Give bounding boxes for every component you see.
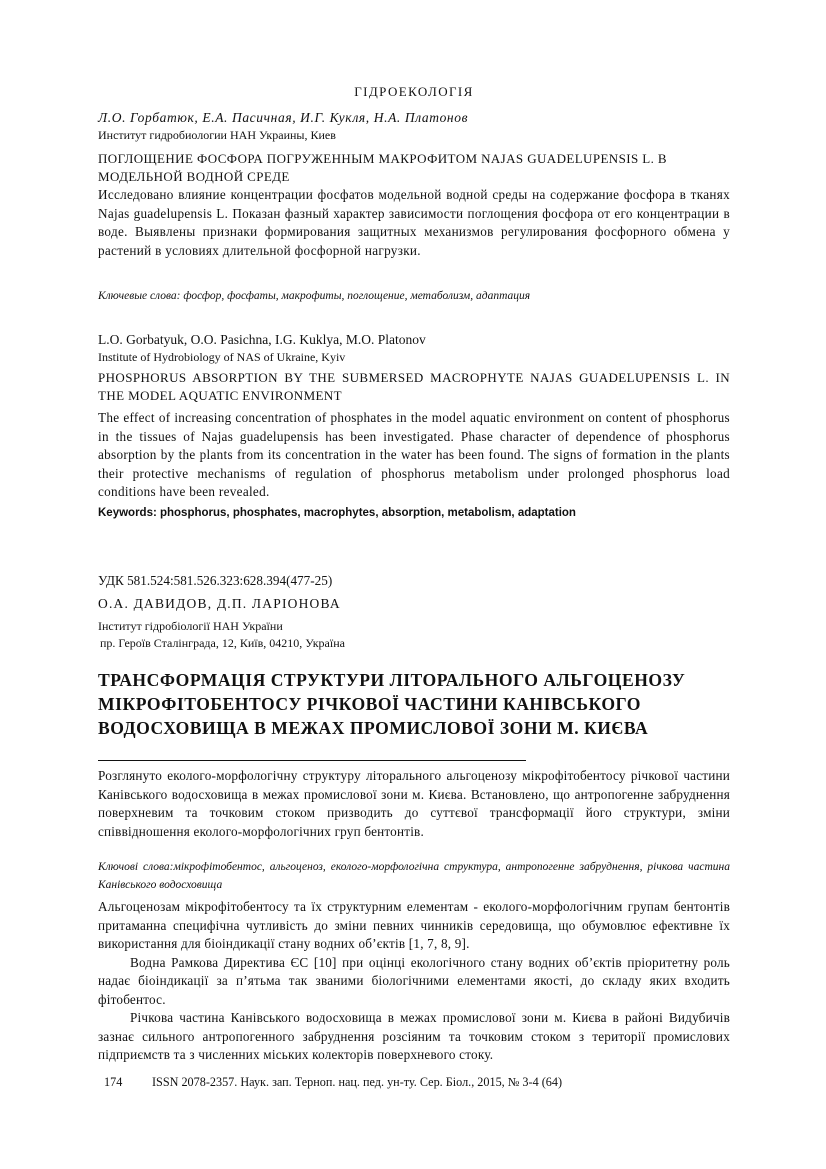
ru-institution: Институт гидробиологии НАН Украины, Киев: [98, 128, 336, 142]
ru-abstract: Исследовано влияние концентрации фосфатов модельной водной среды на содержание фосфора в тканях Najas guadelupensis L. Показан фазный характер зависимости поглощения фосфора от его концентрации в воде. Выявлены признаки формирования защитных механизмов регулирования фосфорного обмена у растений в условиях длительной фосфорной нагрузки.: [98, 187, 730, 258]
uk-institution: Інститут гідробіології НАН України: [98, 619, 283, 633]
en-keywords: Keywords: phosphorus, phosphates, macrophytes, absorption, metabolism, adaptation: [98, 507, 576, 519]
body-paragraph: Альгоценозам мікрофітобентосу та їх структурним елементам - еколого-морфологічним групам бентонтів притаманна специфічна чутливість до зміни певних чинників середовища, що обумовлює ефективне їх використання для біоіндикації стану водних об’єктів [1, 7, 8, 9].: [98, 899, 730, 951]
article-body: [98, 898, 730, 1065]
uk-address: пр. Героїв Сталінграда, 12, Київ, 04210, Україна: [100, 636, 345, 650]
ru-article-title: ПОГЛОЩЕНИЕ ФОСФОРА ПОГРУЖЕННЫМ МАКРОФИТОМ NAJAS GUADELUPENSIS L. В МОДЕЛЬНОЙ ВОДНОЙ СРЕДЕ: [98, 151, 667, 184]
uk-article-title: [98, 668, 730, 764]
en-abstract: The effect of increasing concentration of phosphates in the model aquatic environment on content of phosphorus in the tissues of Najas guadelupensis has been investigated. Phase character of dependence of phosphorus absorption by the plants from its concentration in the water has been found. The signs of formation in the plants their protective mechanisms of regulation of phosphorus metabolism under prolonged phosphorus load conditions have been revealed.: [98, 410, 730, 499]
page-number: 174: [104, 1075, 123, 1089]
en-institution: Institute of Hydrobiology of NAS of Ukraine, Kyiv: [98, 350, 346, 364]
ru-keywords: Ключевые слова: фосфор, фосфаты, макрофиты, поглощение, метаболизм, адаптация: [98, 290, 531, 302]
page-footer: [104, 1075, 744, 1090]
en-article-title: PHOSPHORUS ABSORPTION BY THE SUBMERSED MACROPHYTE NAJAS GUADELUPENSIS L. IN THE MODEL AQUATIC ENVIRONMENT: [98, 370, 730, 403]
uk-keywords: Ключові слова:мікрофітобентос, альгоценоз, еколого-морфологічна структура, антропогенне забруднення, річкова частина Канівського водосховища: [98, 861, 730, 891]
uk-abstract: Розглянуто еколого-морфологічну структуру літорального альгоценозу мікрофітобентосу річкової частини Канівського водосховища в межах промислової зони м. Києва. Встановлено, що антропогенне забруднення поверхневим та точковим стоком призводить до суттєвої трансформації його структури, зміни співвідношення еколого-морфологічних груп бентонтів.: [98, 768, 730, 839]
title-underline: [98, 742, 526, 761]
body-paragraph: Річкова частина Канівського водосховища в межах промислової зони м. Києва в районі Видубичів зазнає сильного антропогенного забруднення розсіяним та точковим стоком з території промислових підприємств та з численних міських колекторів поверхневого стоку.: [98, 1010, 730, 1062]
uk-article-title-text: ТРАНСФОРМАЦІЯ СТРУКТУРИ ЛІТОРАЛЬНОГО АЛЬГОЦЕНОЗУ МІКРОФІТОБЕНТОСУ РІЧКОВОЇ ЧАСТИНИ КАНІВСЬКОГО ВОДОСХОВИЩА В МЕЖАХ ПРОМИСЛОВОЇ ЗОНИ М. КИЄВА: [98, 670, 686, 738]
journal-citation: ISSN 2078-2357. Наук. зап. Терноп. нац. пед. ун-ту. Сер. Біол., 2015, № 3-4 (64): [152, 1075, 563, 1089]
body-paragraph: Водна Рамкова Директива ЄС [10] при оцінці екологічного стану водних об’єктів пріоритетну роль надає біоіндикації за п’ятьма так званими біологічними елементами якості, до складу яких входить фітобентос.: [98, 954, 730, 1007]
ru-authors: Л.О. Горбатюк, Е.А. Пасичная, И.Г. Кукля, Н.А. Платонов: [98, 110, 469, 125]
section-header: ГІДРОЕКОЛОГІЯ: [354, 84, 474, 99]
en-authors: L.O. Gorbatyuk, O.O. Pasichna, I.G. Kuklya, M.O. Platonov: [98, 332, 426, 347]
udk-code: УДК 581.524:581.526.323:628.394(477-25): [98, 573, 333, 588]
uk-authors: О.А. ДАВИДОВ, Д.П. ЛАРІОНОВА: [98, 596, 341, 611]
